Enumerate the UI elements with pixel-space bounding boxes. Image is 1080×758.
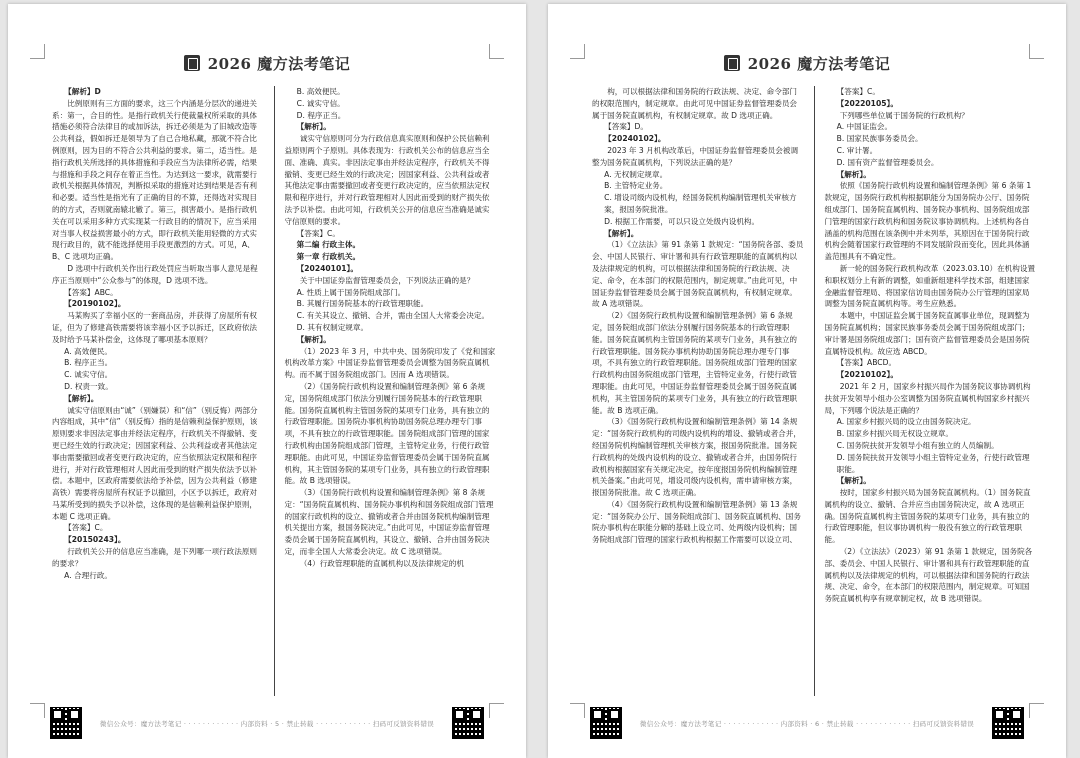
paragraph: 2023 年 3 月机构改革后，中国证券监督管理委员会被调整为国务院直属机构，下列说法正确的是？	[592, 145, 799, 167]
question-tag: 【解析】。	[296, 334, 331, 344]
option-item: A. 中国证监会。	[836, 122, 893, 132]
question-tag: 【20150243】。	[64, 535, 126, 545]
option-item: C. 诚实守信。	[296, 98, 345, 108]
answer-line: 【答案】ABCD。	[836, 358, 897, 368]
paragraph: 新一轮的国务院行政机构改革（2023.03.10）在机构设置和职权划分上有新的调整，如重新组建科学技术部，组建国家金融监督管理局、将国家信访局由国务院办公厅管理的国家局调整为国务院直属机构等。考生应熟悉。	[824, 263, 1036, 309]
section-heading: 第一章 行政机关。	[296, 252, 361, 262]
crop-mark	[1029, 44, 1044, 59]
answer-line: 【答案】D。	[604, 122, 648, 132]
paragraph: （2）《国务院行政机构设置和编制管理条例》第 6 条规定，国务院组成部门依法分别履行国务院基本的行政管理职能。国务院直属机构主管国务院的某项专门业务，具有独立的行政管理职能。国务院办事机构协助国务院总理办理专门事项，不具有独立的行政管理职能。国务院组成部门管理的国家行政机构由国务院组成部门管理，主管特定业务，行使行政管理职能。由此可见，中国证券监督管理委员会属于国务院直属机构，其主管国务院的某项专门业务，具有独立的行政管理职能。故 B 选项错误。	[284, 381, 490, 486]
paragraph: （1）2023 年 3 月，中共中央、国务院印发了《党和国家机构改革方案》中国证券监督管理委员会调整为国务院直属机构。而不属于国务院组成部门。因而 A 选项错误。	[284, 346, 496, 380]
text-columns	[46, 86, 496, 696]
option-item: B. 主管特定业务。	[604, 181, 668, 191]
question-tag: 【解析】。	[836, 476, 871, 486]
qr-code-icon[interactable]	[992, 707, 1024, 739]
document-page-right	[548, 4, 1066, 758]
option-item: B. 其履行国务院基本的行政管理职能。	[296, 299, 429, 309]
option-item: C. 有关其设立、撤销、合并，需由全国人大常委会决定。	[296, 311, 490, 321]
question-tag: 【解析】。	[604, 228, 639, 238]
option-item: C. 审计署。	[836, 145, 878, 155]
option-item: A. 无权制定规章。	[604, 169, 668, 179]
qr-code-icon[interactable]	[452, 707, 484, 739]
page-header	[588, 50, 1026, 76]
option-item: D. 国有资产监督管理委员会。	[836, 157, 939, 167]
option-item: C. 诚实守信。	[64, 370, 113, 380]
question-tag: 【20240102】。	[604, 134, 666, 144]
option-item: C. 增设司级内设机构，经国务院机构编制管理机关审核方案，报国务院批准。	[604, 193, 797, 214]
crop-mark	[489, 44, 504, 59]
paragraph: D 选项中行政机关作出行政处罚应当听取当事人意见是程序正当原则中“公众参与”的体现，D 选项不选。	[52, 263, 258, 285]
text-column	[586, 86, 804, 696]
option-item: D. 程序正当。	[296, 110, 346, 120]
paragraph: 2021 年 2 月，国家乡村振兴局作为国务院议事协调机构扶贫开发领导小组办公室调整为国务院直属机构国家乡村振兴局，下列哪个说法是正确的？	[824, 381, 1031, 415]
option-item: B. 国家民族事务委员会。	[836, 134, 923, 144]
paragraph: （2）《立法法》（2023）第 91 条第 1 款规定，国务院各部、委员会、中国人民银行、审计署和具有行政管理职能的直属机构以及法律规定的机构，可以根据法律和国务院的行政法规、决定、命令，在本部门的权限范围内，制定规章。可知国务院直属机构享有规章制定权，故 B 选项错误。	[824, 547, 1033, 604]
paragraph: （1）《立法法》第 91 条第 1 款规定：“国务院各部、委员会、中国人民银行、审计署和具有行政管理职能的直属机构以及法律规定的机构，可以根据法律和国务院的行政法规、决定、命令，在本部门的权限范围内，制定规章。”由此可见，中国证券监督管理委员会属于国务院直属机构，有权制定规章。故 A 选项错误。	[592, 240, 804, 309]
paragraph: （3）《国务院行政机构设置和编制管理条例》第 8 条规定：“国务院直属机构、国务院办事机构和国务院组成部门管理的国家行政机构的设立、撤销或者合并由国务院机构编制管理机关提出方案，报国务院决定。”由此可见，中国证券监督管理委员会属于国务院直属机构，其设立、撤销、合并由国务院决定，而非全国人大常委会决定。故 C 选项错误。	[284, 488, 494, 557]
crop-mark	[570, 703, 585, 718]
option-item: D. 根据工作需要，可以只设立处级内设机构。	[604, 216, 760, 226]
paragraph: （3）《国务院行政机构设置和编制管理条例》第 14 条规定：“国务院行政机构的司级内设机构的增设、撤销或者合并，经国务院机构编制管理机关审核方案，报国务院批准。国务院行政机构的处级内设机构的设立、撤销或者合并，由国务院行政机构根据国家有关规定决定，按年度报国务院机构编制管理机关备案。”由此可见，增设司级内设机构，需申请审核方案，报国务院批准。故 C 选项正确。	[592, 417, 801, 498]
paragraph: 依照《国务院行政机构设置和编制管理条例》第 6 条第 1 款规定，国务院行政机构根据职能分为国务院办公厅、国务院组成部门、国务院直属机构、国务院办事机构、国务院组成部门管理的国家行政机构和国务院议事协调机构。上述机构各自涵盖的机构范围在该条例中并未列举，其原因在于国务院行政机构会随着国家行政管理的不同发展阶段而变化，因此具体涵盖范围具有不确定性。	[824, 181, 1032, 262]
crop-mark	[30, 44, 45, 59]
crop-mark	[570, 44, 585, 59]
option-item: B. 国家乡村振兴局无权设立规章。	[836, 429, 954, 439]
question-tag: 【解析】D	[64, 87, 101, 96]
option-item: D. 权责一致。	[64, 381, 113, 391]
page-footer	[50, 706, 484, 740]
paragraph: （4）行政管理职能的直属机构以及法律规定的机	[299, 558, 464, 568]
question-tag: 【解析】。	[836, 169, 871, 179]
page-footer	[590, 706, 1024, 740]
paragraph: 关于中国证券监督管理委员会，下列说法正确的是？	[299, 275, 475, 285]
text-column	[814, 86, 1037, 696]
qr-code-icon[interactable]	[590, 707, 622, 739]
paragraph: （4）《国务院行政机构设置和编制管理条例》第 13 条规定：“国务院办公厅、国务院组成部门、国务院直属机构、国务院办事机构在职能分解的基础上设立司、处两级内设机构；国务院组成部门管理的国家行政机构根据工作需要可以设立司、	[592, 499, 801, 545]
answer-line: 【答案】C。	[836, 87, 880, 96]
footer-text: 微信公众号：魔方法考笔记 · · · · · · · · · · · · 内部资料 · 6 · 禁止转载 · · · · · · · · · · · · 扫码可反馈资料错误	[639, 719, 975, 728]
question-tag: 【20240101】。	[296, 263, 358, 273]
answer-line: 【答案】C。	[64, 523, 108, 533]
option-item: D. 国务院扶贫开发领导小组主管特定业务，行使行政管理职能。	[836, 452, 1030, 474]
answer-line: 【答案】C。	[296, 228, 340, 238]
option-item: B. 高效便民。	[296, 87, 345, 96]
header-title: 2026 魔方法考笔记	[207, 54, 351, 73]
answer-line: 【答案】ABC。	[64, 287, 118, 297]
paragraph: 下列哪些单位属于国务院的行政机构？	[839, 110, 969, 120]
paragraph: （2）《国务院行政机构设置和编制管理条例》第 6 条规定，国务院组成部门依法分别履行国务院基本的行政管理职能。国务院直属机构主管国务院的某项专门业务，具有独立的行政管理职能。国务院办事机构协助国务院总理办理专门事项，不具有独立的行政管理职能。国务院组成部门管理的国家行政机构由国务院组成部门管理，主管特定业务，行使行政管理职能。由此可见，中国证券监督管理委员会属于国务院直属机构，其主管国务院的某项专门业务，具有独立的行政管理职能。故 B 选项正确。	[592, 311, 798, 415]
book-logo-icon	[184, 55, 200, 71]
crop-mark	[30, 703, 45, 718]
text-column	[274, 86, 497, 696]
document-page-left	[8, 4, 526, 758]
option-item: A. 高效便民。	[64, 346, 113, 356]
paragraph: 构，可以根据法律和国务院的行政法规、决定、命令部门的权限范围内，制定规章。由此可见中国证券监督管理委员会属于国务院直属机构，有权制定规章。故 D 选项正确。	[592, 87, 798, 120]
paragraph: 本题中，中国证监会属于国务院直属事业单位，现调整为国务院直属机构；国家民族事务委员会属于国务院组成部门；审计署是国务院组成部门；国有资产监督管理委员会是国务院直属特设机构。故应选 ABCD。	[824, 311, 1030, 356]
header-title: 2026 魔方法考笔记	[747, 54, 891, 73]
paragraph: 按时，国家乡村振兴局为国务院直属机构。（1）国务院直属机构的设立、撤销、合并应当由国务院决定，故 A 选项正确。国务院直属机构主管国务院的某项专门业务，具有独立的行政管理职能，但议事协调机构一般没有独立的行政管理职能。	[824, 488, 1031, 545]
option-item: A. 合理行政。	[64, 570, 113, 580]
section-heading: 第二编 行政主体。	[296, 240, 361, 250]
question-tag: 【20190102】。	[64, 299, 126, 309]
paragraph: 诚实守信原则由“诚”（别嫌误）和“信”（别反悔）两部分内容组成，其中“信”（别反悔）指的是信赖利益保护原则，该原则要求非因法定事由并经法定程序，行政机关不得撤销、变更已经生效的行政决定；因国家利益、公共利益或者其他法定事由需要撤回或者变更行政决定的，应当依照法定权限和程序进行，并对行政管理相对人因此而受到的财产损失依法予以补偿。本题中，区政府需要依法给予补偿，因为公共利益（修建高铁）需要将房屋所有权证予以撤回，小区予以拆迁，政府对马某所受到的损失予以补偿，这体现的是信赖利益保护原则，本题 C 选项正确。	[52, 405, 258, 521]
question-tag: 【20210102】。	[836, 370, 898, 380]
paragraph: 比例原则有三方面的要求，这三个内涵是分层次的递进关系：第一，合目的性。是指行政机关行使裁量权所采取的具体措施必须符合法律目的或加诉法，拆迁必须是为了旧城改造等公共利益，假如拆迁是领导为了自己合地私藏，那就不符合比例原则，因为目的不符合公共利益的要求。第二，适当性。是指行政机关所选择的具体措施和手段应当为法律所必需，结果与措施和手段之间存在着正当性。为达到这一要求，就需要行政机关根据具体情况，判断拟采取的措施对达到结果是否有利和必要。适当性是指光有了正确的目的不算，还得选对实现目的的方式，否则就南辕北辙了。第三，损害最小。是指行政机关在可以采用多种方式实现某一行政目的的情况下，应当采用对当事人权益损害最小的方式，即行政机关能用轻微的方式实现行政目的，就不能选择使用手段更激烈的方式。可见，A、B、C 选项均正确。	[52, 98, 258, 262]
option-item: A. 性质上属于国务院组成部门。	[296, 287, 406, 297]
question-tag: 【20220105】。	[836, 98, 898, 108]
option-item: B. 程序正当。	[64, 358, 113, 368]
text-columns	[586, 86, 1036, 696]
question-tag: 【解析】。	[296, 122, 331, 132]
paragraph: 行政机关公开的信息应当准确，是下列哪一项行政法原则的要求？	[52, 547, 258, 568]
book-logo-icon	[724, 55, 740, 71]
crop-mark	[1029, 703, 1044, 718]
paragraph: 马某购买了幸福小区的一套商品房，并获得了房屋所有权证，但为了修建高铁需要将该幸福小区予以拆迁，区政府依法及时给予马某补偿金，这体现了哪项基本原则？	[52, 311, 258, 344]
footer-text: 微信公众号：魔方法考笔记 · · · · · · · · · · · · 内部资料 · 5 · 禁止转载 · · · · · · · · · · · · 扫码可反馈资料错误	[99, 719, 435, 728]
option-item: D. 其有权制定规章。	[296, 322, 369, 332]
crop-mark	[489, 703, 504, 718]
qr-code-icon[interactable]	[50, 707, 82, 739]
option-item: C. 国务院扶贫开发领导小组有独立的人员编制。	[836, 440, 999, 450]
paragraph: 诚实守信原则可分为行政信息真实原则和保护公民信赖利益原则两个子原则。具体表现为：行政机关公布的信息应当全面、准确、真实。非因法定事由并经法定程序，行政机关不得撤销、变更已经生效的行政决定；因国家利益、公共利益或者其他法定事由需要撤回或者变更行政决定的，应当依照法定权限和程序进行，并对行政管理相对人因此而受到的财产损失依法予以补偿。由此可知，行政机关公开的信息应当准确是诚实守信原则的要求。	[284, 134, 490, 226]
text-column	[46, 86, 264, 696]
question-tag: 【解析】。	[64, 393, 99, 403]
option-item: A. 国家乡村振兴局的设立由国务院决定。	[836, 417, 976, 427]
page-header	[48, 50, 486, 76]
